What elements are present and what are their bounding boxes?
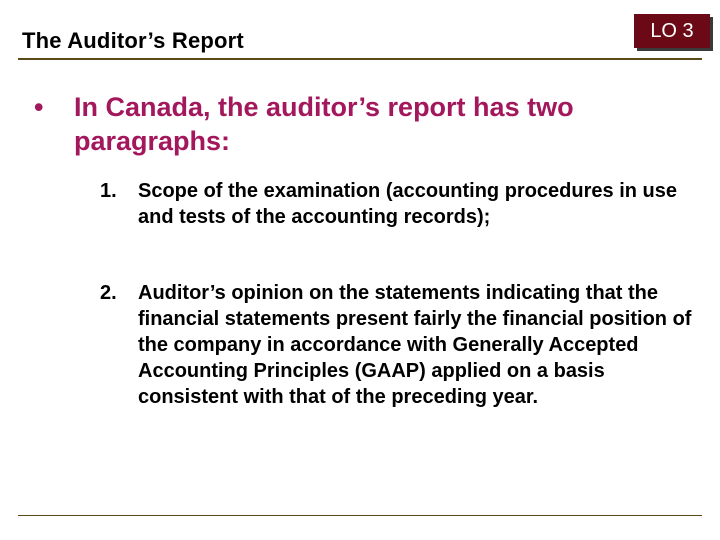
bottom-divider — [18, 515, 702, 516]
top-divider — [18, 58, 702, 60]
numbered-item-1 — [100, 178, 700, 230]
main-bullet-text: In Canada, the auditor’s report has two paragraphs: — [74, 92, 574, 156]
item-number: 2. — [100, 282, 117, 304]
main-bullet — [34, 90, 684, 158]
slide-title: The Auditor’s Report — [22, 28, 244, 53]
item-text: Auditor’s opinion on the statements indicating that the financial statements present fairly the financial position of the company in accordance with Generally Accepted Accounting Principles (GAAP) applied on a basis consistent with that of the preceding year. — [138, 282, 692, 408]
bullet-icon: • — [34, 92, 44, 122]
numbered-item-2 — [100, 280, 700, 410]
item-text: Scope of the examination (accounting procedures in use and tests of the accounting records); — [138, 180, 677, 228]
item-number: 1. — [100, 180, 117, 202]
lo-badge: LO 3 — [634, 14, 710, 48]
